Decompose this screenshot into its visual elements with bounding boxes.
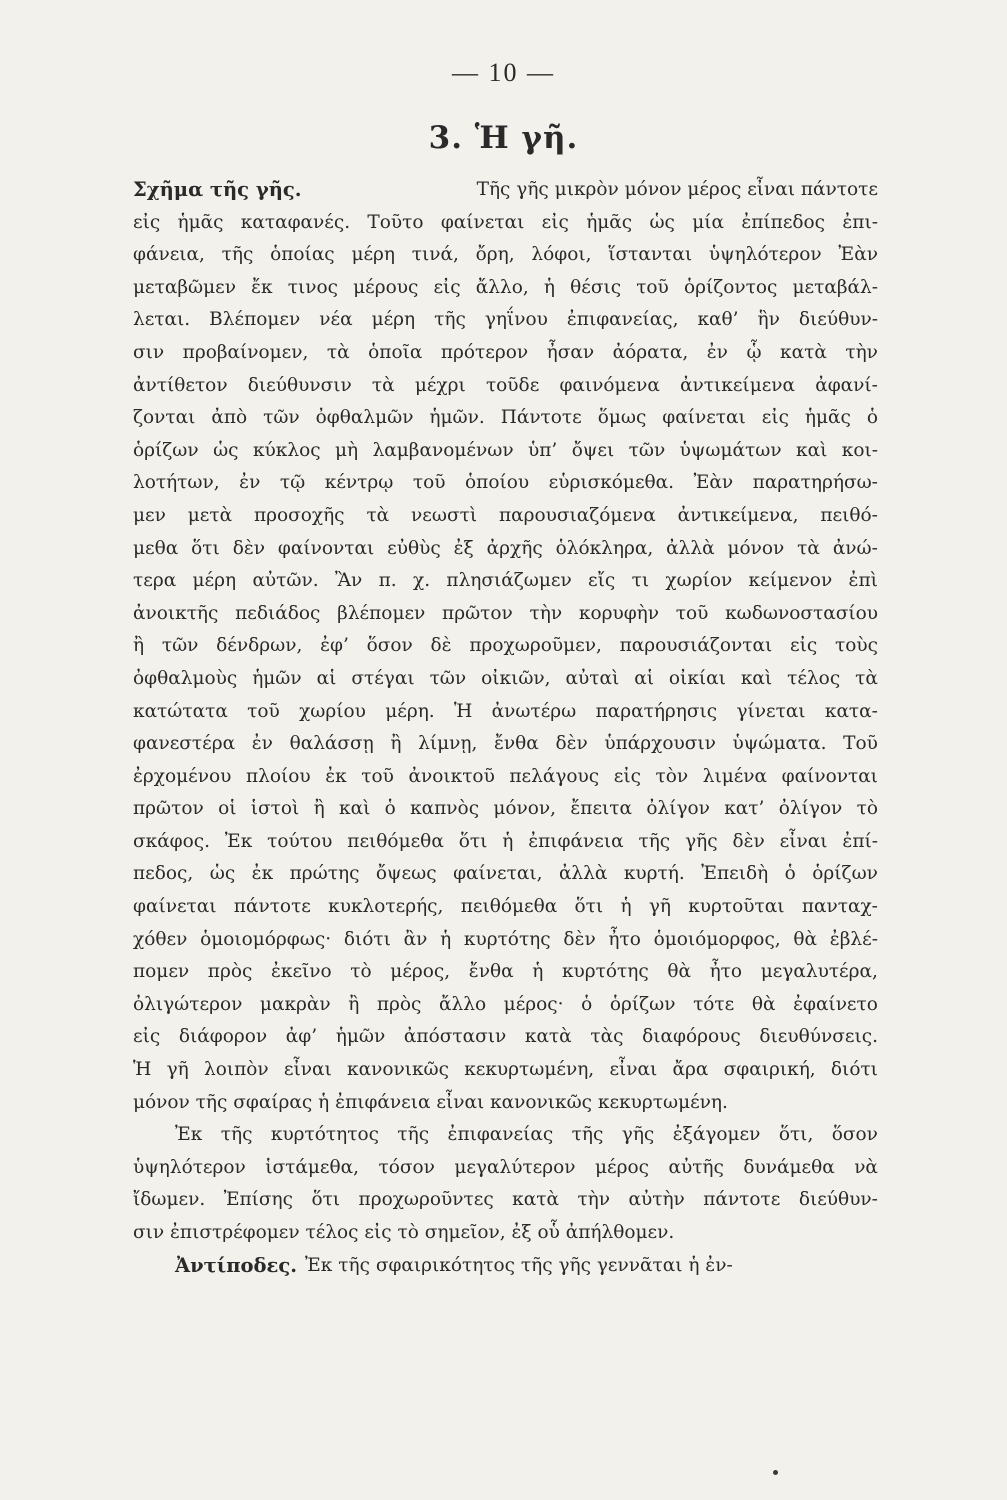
paragraph-lead: Σχῆμα τῆς γῆς. [133,178,302,201]
text-line: ἴδωμεν. Ἐπίσης ὅτι προχωροῦντες κατὰ τὴν αὐτὴν πάντοτε διεύθυν- [133,1189,878,1211]
text-line: πρῶτον οἱ ἱστοὶ ἢ καὶ ὁ καπνὸς μόνον, ἔπειτα ὀλίγον κατ’ ὀλίγον τὸ [133,798,878,820]
text-line: μεταβῶμεν ἔκ τινος μέρους εἰς ἄλλο, ἡ θέσις τοῦ ὁρίζοντος μεταβάλ- [133,276,878,298]
text-line: Ἡ γῆ λοιπὸν εἶναι κανονικῶς κεκυρτωμένη, εἶναι ἄρα σφαιρική, διότι [133,1059,878,1081]
text-line: κατώτατα τοῦ χωρίου μέρη. Ἡ ἀνωτέρω παρατήρησις γίνεται κατα- [133,700,878,722]
body-text [133,174,878,1282]
section-heading: 3. Ἡ γῆ. [428,120,579,156]
text-line: Ἐκ τῆς κυρτότητος τῆς ἐπιφανείας τῆς γῆς ἐξάγομεν ὅτι, ὅσον [175,1124,878,1146]
text-line: ἢ τῶν δένδρων, ἐφ’ ὅσον δὲ προχωροῦμεν, παρουσιάζονται εἰς τοὺς [133,635,878,657]
text-line: φάνεια, τῆς ὁποίας μέρη τινά, ὄρη, λόφοι, ἵστανται ὑψηλότερον Ἐὰν [133,244,878,266]
ink-speck [773,1470,778,1475]
text-line: ἀνοικτῆς πεδιάδος βλέπομεν πρῶτον τὴν κορυφὴν τοῦ κωδωνοστασίου [133,602,878,624]
text-line: ὁρίζων ὡς κύκλος μὴ λαμβανομένων ὑπ’ ὄψει τῶν ὑψωμάτων καὶ κοι- [133,439,878,461]
text-line: φανεστέρα ἐν θαλάσσῃ ἢ λίμνῃ, ἔνθα δὲν ὑπάρχουσιν ὑψώματα. Τοῦ [133,733,878,755]
text-segment: Τῆς γῆς μικρὸν μόνον μέρος εἶναι πάντοτε [476,179,878,200]
text-line: εἰς ἡμᾶς καταφανές. Τοῦτο φαίνεται εἰς ἡμᾶς ὡς μία ἐπίπεδος ἐπι- [133,211,878,233]
text-line: ὀφθαλμοὺς ἡμῶν αἱ στέγαι τῶν οἰκιῶν, αὐταὶ αἱ οἰκίαι καὶ τέλος τὰ [133,667,878,689]
text-line: μόνον τῆς σφαίρας ἡ ἐπιφάνεια εἶναι κανονικῶς κεκυρτωμένη. [133,1091,728,1113]
page-number: — 10 — [452,58,555,87]
text-line: λοτήτων, ἐν τῷ κέντρῳ τοῦ ὁποίου εὑρισκόμεθα. Ἐὰν παρατηρήσω- [133,472,878,494]
paragraph-lead: Ἀντίποδες. [175,1253,298,1277]
text-line: μεθα ὅτι δὲν φαίνονται εὐθὺς ἐξ ἀρχῆς ὁλόκληρα, ἀλλὰ μόνον τὰ ἀνώ- [133,537,878,559]
text-line: πομεν πρὸς ἐκεῖνο τὸ μέρος, ἔνθα ἡ κυρτότης θὰ ἦτο μεγαλυτέρα, [133,961,878,983]
text-line: σιν προβαίνομεν, τὰ ὁποῖα πρότερον ἦσαν ἀόρατα, ἐν ᾧ κατὰ τὴν [133,341,878,363]
text-line: ἀντίθετον διεύθυνσιν τὰ μέχρι τοῦδε φαινόμενα ἀντικείμενα ἀφανί- [133,374,878,396]
text-line: σκάφος. Ἐκ τούτου πειθόμεθα ὅτι ἡ ἐπιφάνεια τῆς γῆς δὲν εἶναι ἐπί- [133,830,878,852]
text-line: ζονται ἀπὸ τῶν ὀφθαλμῶν ἡμῶν. Πάντοτε ὅμως φαίνεται εἰς ἡμᾶς ὁ [133,407,878,429]
text-line: μεν μετὰ προσοχῆς τὰ νεωστὶ παρουσιαζόμενα ἀντικείμενα, πειθό- [133,504,878,526]
text-line: σιν ἐπιστρέφομεν τέλος εἰς τὸ σημεῖον, ἐξ οὗ ἀπήλθομεν. [133,1222,675,1243]
text-line: ὑψηλότερον ἱστάμεθα, τόσον μεγαλύτερον μέρος αὐτῆς δυνάμεθα νὰ [133,1156,878,1178]
text-segment: Ἐκ τῆς σφαιρικότητος τῆς γῆς γεννᾶται ἡ ἐν- [305,1254,733,1276]
text-line: ὀλιγώτερον μακρὰν ἢ πρὸς ἄλλο μέρος· ὁ ὁρίζων τότε θὰ ἐφαίνετο [133,993,878,1015]
text-line [133,174,878,207]
text-line: ἐρχομένου πλοίου ἐκ τοῦ ἀνοικτοῦ πελάγους εἰς τὸν λιμένα φαίνονται [133,765,878,787]
text-line: τερα μέρη αὐτῶν. Ἂν π. χ. πλησιάζωμεν εἴς τι χωρίον κείμενον ἐπὶ [133,570,878,592]
text-line [133,1250,878,1283]
text-line: φαίνεται πάντοτε κυκλοτερής, πειθόμεθα ὅτι ἡ γῆ κυρτοῦται πανταχ- [133,896,878,918]
text-line: πεδος, ὡς ἐκ πρώτης ὄψεως φαίνεται, ἀλλὰ κυρτή. Ἐπειδὴ ὁ ὁρίζων [133,863,878,885]
text-line: χόθεν ὁμοιομόρφως· διότι ἂν ἡ κυρτότης δὲν ἦτο ὁμοιόμορφος, θὰ ἐβλέ- [133,928,878,950]
text-line: εἰς διάφορον ἀφ’ ἡμῶν ἀπόστασιν κατὰ τὰς διαφόρους διευθύνσεις. [133,1026,878,1048]
text-line: λεται. Βλέπομεν νέα μέρη τῆς γηΐνου ἐπιφανείας, καθ’ ἣν διεύθυν- [133,309,878,331]
